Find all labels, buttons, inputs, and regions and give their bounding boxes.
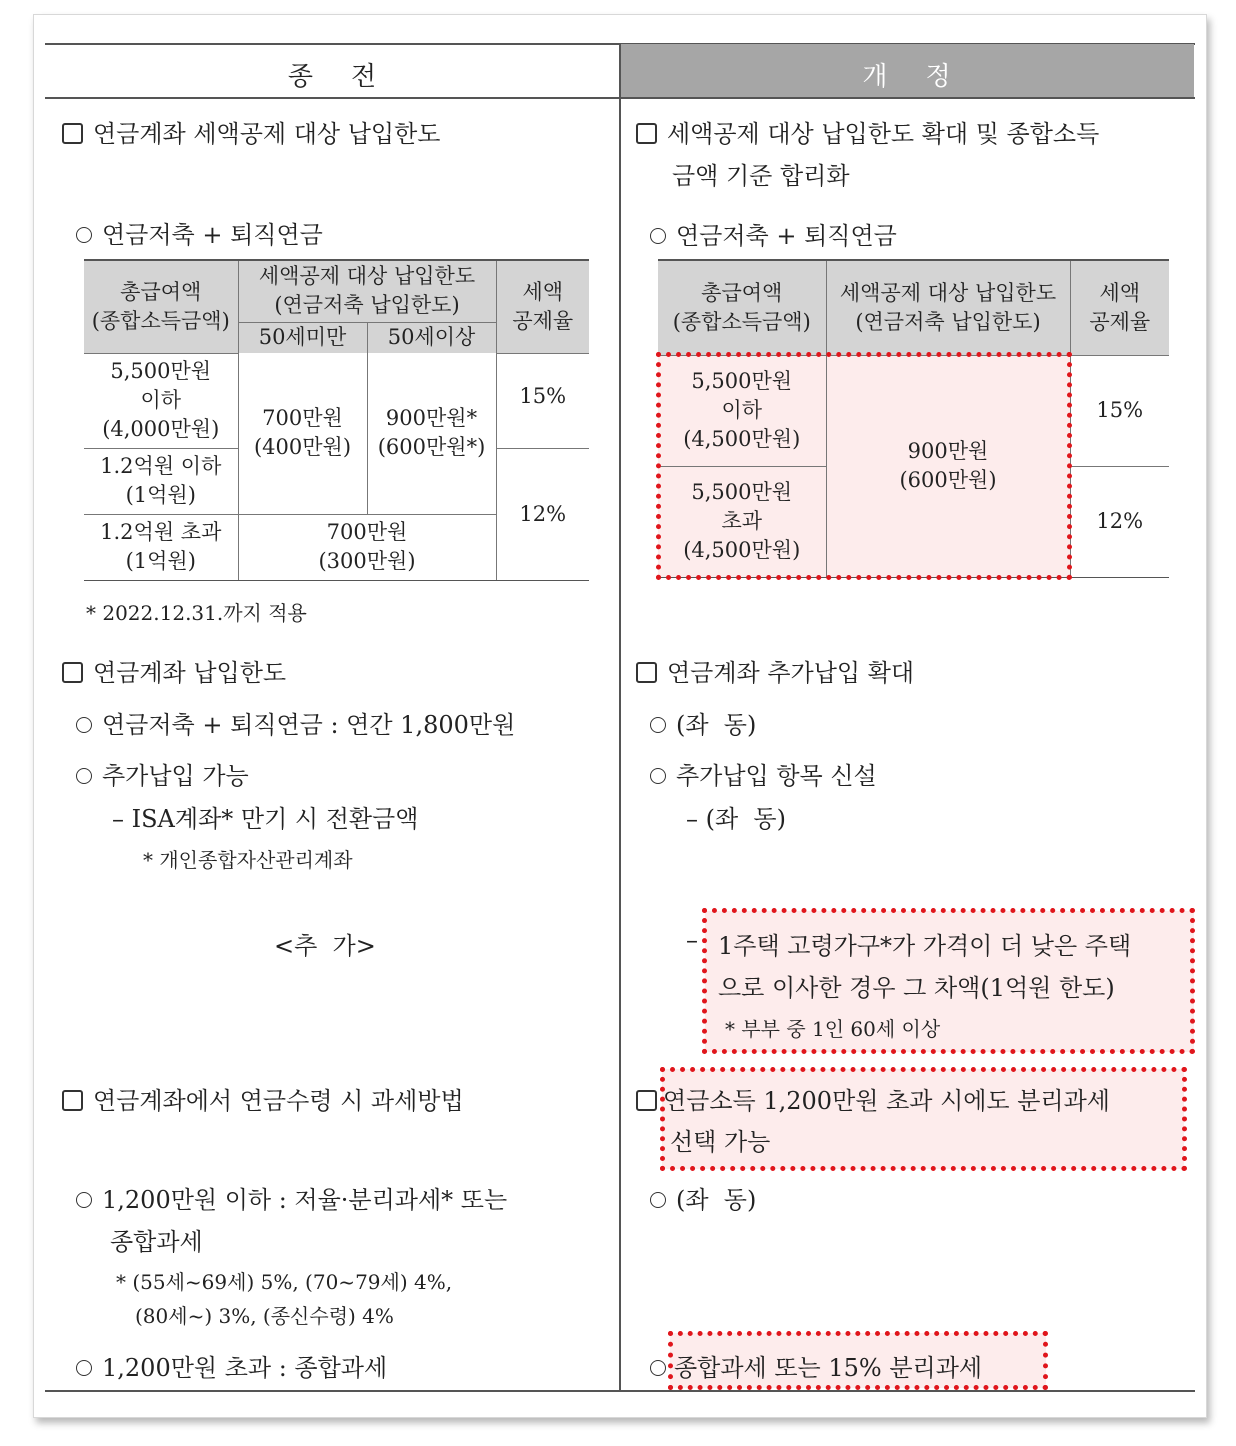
right-section1-title-cont: 금액 기준 합리화	[672, 162, 850, 190]
left-over50-limit-l2: (600만원*)	[377, 435, 486, 460]
checkbox-square-icon	[62, 662, 83, 683]
highlight-box-new-item	[702, 908, 1195, 1054]
left-section1-sub	[76, 215, 323, 250]
left-r2-income	[84, 448, 238, 514]
right-section2-bullet2-text: 추가납입 항목 신설	[676, 762, 877, 790]
left-r2-income-l2: (1억원)	[125, 483, 196, 507]
circle-bullet-icon	[76, 768, 92, 784]
left-section2-bullet1	[76, 705, 515, 740]
left-section3-note1: * (55세~69세) 5%, (70~79세) 4%,	[116, 1270, 453, 1294]
right-r2-income-l1: 5,500만원	[691, 480, 793, 504]
left-r3-income-l2: (1억원)	[125, 549, 196, 573]
right-section3-bullet1	[650, 1180, 756, 1215]
right-section3-bullet1-text: (좌 동)	[676, 1186, 757, 1214]
circle-bullet-icon	[76, 1192, 92, 1208]
right-r1-income-l1: 5,500만원	[691, 369, 793, 393]
left-th-limit	[238, 260, 496, 322]
left-under50-limit-l1: 700만원	[262, 406, 343, 431]
right-th-income-l2: (종합소득금액)	[672, 309, 811, 334]
right-section2-bullet1-text: (좌 동)	[676, 711, 757, 739]
header-previous-title: 종 전	[287, 62, 378, 92]
left-section2-bullet2	[76, 756, 249, 791]
left-th-income-l1: 총급여액	[120, 279, 202, 304]
checkbox-square-icon	[62, 1090, 83, 1111]
highlight-box-section3	[660, 1067, 1187, 1171]
circle-bullet-icon	[650, 1192, 666, 1208]
right-limit-l2: (600만원)	[899, 468, 997, 492]
left-section2-note: * 개인종합자산관리계좌	[143, 848, 353, 872]
left-section1-title-text: 연금계좌 세액공제 대상 납입한도	[93, 120, 441, 148]
right-new-item-note: * 부부 중 1인 60세 이상	[725, 1017, 941, 1041]
left-r1-income-l3: (4,000만원)	[102, 417, 220, 441]
right-th-limit	[826, 260, 1070, 355]
right-new-item-line1: 1주택 고령가구*가 가격이 더 낮은 주택	[718, 932, 1132, 960]
left-section3-bullet1-cont: 종합과세	[110, 1228, 203, 1256]
left-r1-income-l1: 5,500만원	[110, 359, 212, 383]
right-section1-sub	[650, 216, 897, 251]
right-section2-bullet1	[650, 705, 756, 740]
left-section1-title	[62, 114, 440, 149]
right-section1-title-text: 세액공제 대상 납입한도 확대 및 종합소득	[667, 120, 1100, 148]
right-r2-income-l3: (4,500만원)	[683, 538, 801, 562]
left-rate-15: 15%	[496, 353, 589, 448]
center-divider	[619, 44, 621, 1392]
circle-bullet-icon	[76, 227, 92, 243]
right-r1-income-l2: 이하	[721, 398, 763, 422]
left-note-applicable: * 2022.12.31.까지 적용	[86, 601, 307, 625]
right-section1-title	[636, 114, 1099, 149]
left-under50-limit-l2: (400만원)	[253, 435, 352, 460]
checkbox-square-icon	[636, 123, 657, 144]
left-th-rate	[496, 260, 589, 353]
right-section2-dash: – (좌 동)	[686, 805, 786, 833]
left-under50-limit	[238, 353, 367, 514]
left-section2-dash: – ISA계좌* 만기 시 전환금액	[112, 805, 419, 833]
left-deduction-table	[84, 259, 589, 581]
right-limit-l1: 900만원	[907, 439, 989, 463]
header-revised	[620, 44, 1194, 98]
bottom-rule	[45, 1390, 1195, 1392]
right-r2-income-l2: 초과	[721, 509, 763, 533]
left-th-limit-l2: (연금저축 납입한도)	[274, 293, 460, 318]
circle-bullet-icon	[76, 1360, 92, 1376]
left-r3-income-l1: 1.2억원 초과	[100, 520, 222, 544]
left-section3-note2: (80세~) 3%, (종신수령) 4%	[135, 1304, 394, 1328]
right-th-income-l1: 총급여액	[701, 280, 783, 305]
left-section3-bullet2-text: 1,200만원 초과 : 종합과세	[102, 1354, 388, 1382]
left-r3-limit	[238, 514, 496, 580]
checkbox-square-icon	[62, 123, 83, 144]
right-section2-title	[636, 653, 914, 688]
left-section2-bullet2-text: 추가납입 가능	[102, 762, 249, 790]
left-section3-bullet1	[76, 1180, 507, 1215]
checkbox-square-icon	[636, 1090, 657, 1111]
left-th-limit-l1: 세액공제 대상 납입한도	[258, 264, 476, 289]
left-section2-title	[62, 653, 286, 688]
left-section2-bullet1-text: 연금저축 + 퇴직연금 : 연간 1,800만원	[102, 711, 516, 739]
right-new-item-line2: 으로 이사한 경우 그 차액(1억원 한도)	[718, 974, 1115, 1002]
left-r3-limit-l2: (300만원)	[318, 549, 416, 573]
left-r1-income	[84, 353, 238, 448]
left-section3-bullet1-text: 1,200만원 이하 : 저율·분리과세* 또는	[102, 1186, 508, 1214]
circle-bullet-icon	[650, 717, 666, 733]
circle-bullet-icon	[76, 717, 92, 733]
highlight-box-table	[656, 352, 1072, 580]
right-th-rate	[1070, 260, 1169, 355]
right-section2-title-text: 연금계좌 추가납입 확대	[667, 659, 915, 687]
left-th-rate-l2: 공제율	[512, 308, 574, 333]
right-section2-bullet2	[650, 756, 877, 791]
right-new-item-dash: –	[686, 926, 698, 954]
left-th-over50: 50세이상	[367, 322, 496, 353]
right-section3-title-text: 연금소득 1,200만원 초과 시에도 분리과세	[663, 1087, 1110, 1115]
left-r3-income	[84, 514, 238, 580]
left-th-income-l2: (종합소득금액)	[91, 308, 230, 333]
right-rate-15: 15%	[1070, 355, 1169, 466]
header-previous	[45, 44, 620, 98]
right-rate-12: 12%	[1070, 466, 1169, 577]
right-th-limit-l2: (연금저축 납입한도)	[855, 309, 1041, 334]
left-r2-income-l1: 1.2억원 이하	[100, 454, 222, 478]
left-section1-sub-text: 연금저축 + 퇴직연금	[102, 221, 323, 249]
left-th-income	[84, 260, 238, 353]
left-r1-income-l2: 이하	[140, 388, 182, 412]
left-over50-limit	[367, 353, 496, 514]
left-section3-bullet2	[76, 1348, 387, 1383]
left-section2-add: <추 가>	[274, 932, 376, 960]
left-section2-title-text: 연금계좌 납입한도	[93, 659, 287, 687]
right-section1-sub-text: 연금저축 + 퇴직연금	[676, 222, 897, 250]
checkbox-square-icon	[636, 662, 657, 683]
right-section3-bullet2-text: 종합과세 또는 15% 분리과세	[674, 1354, 983, 1382]
left-section3-title-text: 연금계좌에서 연금수령 시 과세방법	[93, 1087, 464, 1115]
left-rate-12: 12%	[496, 448, 589, 580]
right-th-rate-l1: 세액	[1099, 280, 1141, 305]
left-th-rate-l1: 세액	[522, 279, 564, 304]
circle-bullet-icon	[650, 228, 666, 244]
right-th-limit-l1: 세액공제 대상 납입한도	[839, 280, 1057, 305]
right-section3-title-cont: 선택 가능	[670, 1128, 771, 1156]
header-revised-title: 개 정	[862, 62, 952, 92]
right-r1-income-l3: (4,500만원)	[683, 427, 801, 451]
left-r3-limit-l1: 700만원	[326, 520, 408, 544]
left-over50-limit-l1: 900만원*	[385, 406, 478, 431]
circle-bullet-icon	[650, 768, 666, 784]
highlight-box-bullet2	[668, 1331, 1048, 1390]
right-th-income	[658, 260, 826, 355]
left-th-under50: 50세미만	[238, 322, 367, 353]
circle-bullet-icon	[650, 1360, 666, 1376]
left-section3-title	[62, 1081, 464, 1116]
right-th-rate-l2: 공제율	[1089, 309, 1151, 334]
